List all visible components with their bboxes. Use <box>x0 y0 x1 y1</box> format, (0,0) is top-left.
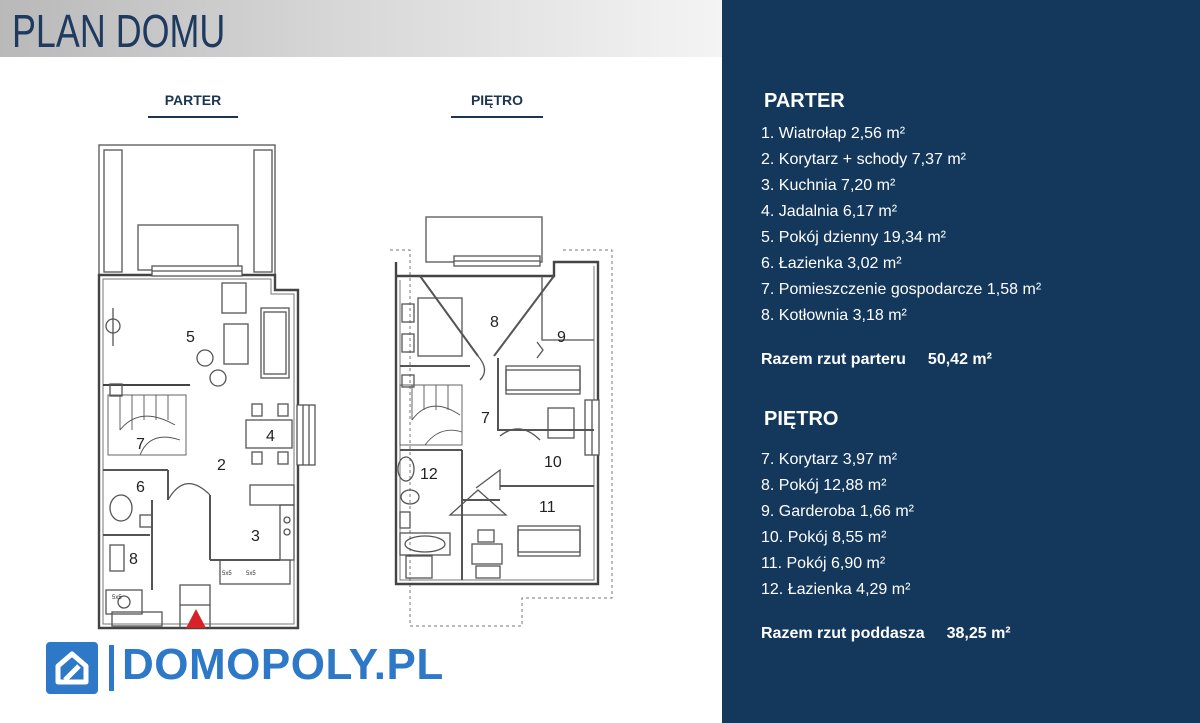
logo-separator <box>109 645 114 691</box>
total-label: Razem rzut parteru <box>761 351 906 368</box>
upper-floor-heading: PIĘTRO <box>764 408 839 430</box>
room-number: 9 <box>557 329 566 346</box>
list-item: 12. Łazienka 4,29 m² <box>761 581 911 598</box>
room-number: 3 <box>251 528 260 545</box>
list-item: 10. Pokój 8,55 m² <box>761 529 887 546</box>
room-number: 11 <box>539 499 556 516</box>
room-number: 10 <box>544 454 562 471</box>
list-item: 1. Wiatrołap 2,56 m² <box>761 125 906 142</box>
upper-floor-plan <box>390 217 612 626</box>
list-item: 3. Kuchnia 7,20 m² <box>761 177 896 194</box>
upper-plan-label: PIĘTRO <box>470 92 524 108</box>
list-item: 7. Korytarz 3,97 m² <box>761 451 898 468</box>
ground-floor-heading: PARTER <box>764 90 845 112</box>
fixture-label: 5x5 <box>112 595 122 601</box>
room-number: 5 <box>186 329 195 346</box>
fixture-label: 5x5 <box>246 571 256 577</box>
upper-floor-room-list <box>761 447 914 603</box>
upper-floor-total <box>761 625 1011 643</box>
ground-floor-total <box>761 351 992 369</box>
terrace-outline <box>99 145 275 275</box>
list-item: 8. Kotłownia 3,18 m² <box>761 307 907 324</box>
logo-text: DOMOPOLY.PL <box>122 640 444 689</box>
ground-floor-room-list <box>761 121 1041 329</box>
room-number: 7 <box>136 436 145 453</box>
room-number: 2 <box>217 457 226 474</box>
ground-plan-label: PARTER <box>164 92 222 108</box>
room-number: 7 <box>481 410 490 427</box>
list-item: 7. Pomieszczenie gospodarcze 1,58 m² <box>761 281 1042 298</box>
total-label: Razem rzut poddasza <box>761 625 925 642</box>
total-value: 50,42 m² <box>927 351 992 368</box>
list-item: 6. Łazienka 3,02 m² <box>761 255 902 272</box>
entrance-arrow-icon <box>186 609 206 628</box>
total-value: 38,25 m² <box>946 625 1011 642</box>
room-number: 8 <box>490 314 499 331</box>
list-item: 4. Jadalnia 6,17 m² <box>761 203 898 220</box>
fixture-label: 5x5 <box>222 571 232 577</box>
page-title: PLAN DOMU <box>12 5 226 57</box>
list-item: 8. Pokój 12,88 m² <box>761 477 887 494</box>
list-item: 5. Pokój dzienny 19,34 m² <box>761 229 946 246</box>
room-number: 6 <box>136 479 145 496</box>
room-list-panel <box>722 0 1200 723</box>
room-number: 8 <box>129 551 138 568</box>
list-item: 2. Korytarz + schody 7,37 m² <box>761 151 966 168</box>
room-number: 12 <box>420 466 438 483</box>
house-logo-icon <box>46 642 98 694</box>
list-item: 9. Garderoba 1,66 m² <box>761 503 914 520</box>
list-item: 11. Pokój 6,90 m² <box>761 555 886 572</box>
room-number: 4 <box>266 428 275 445</box>
